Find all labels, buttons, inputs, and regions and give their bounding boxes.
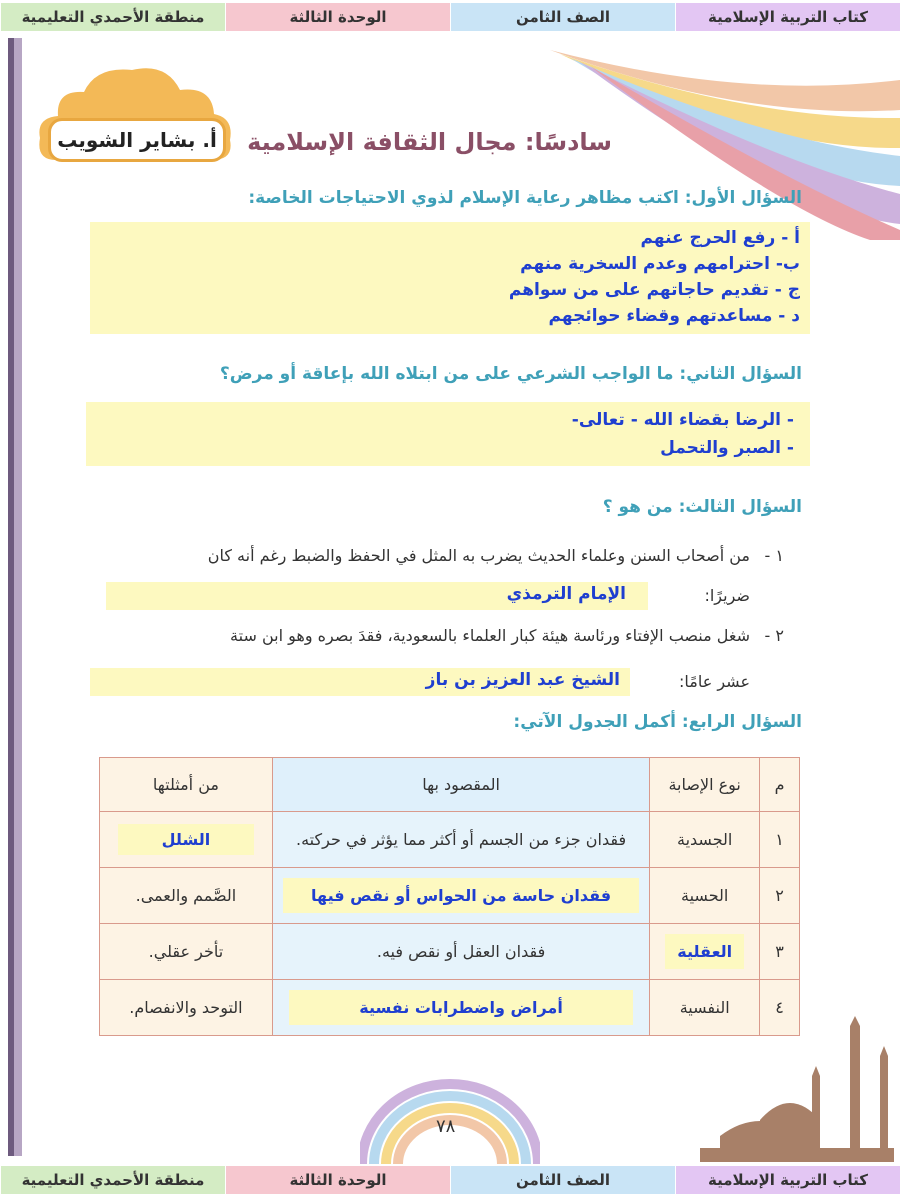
- q3-item-1-number: ١ -: [764, 546, 784, 565]
- row-3-meaning: فقدان العقل أو نقص فيه.: [272, 924, 649, 980]
- q3-item-2-continuation: عشر عامًا:: [679, 672, 750, 691]
- row-3-num: ٣: [760, 924, 800, 980]
- table-row: [100, 980, 800, 1036]
- table-row: [100, 924, 800, 980]
- footer-tab-unit: الوحدة الثالثة: [226, 1166, 450, 1194]
- question-4-prompt: السؤال الرابع: أكمل الجدول الآتي:: [513, 712, 802, 732]
- left-decorative-stripe: [0, 38, 22, 1156]
- row-1-num: ١: [760, 812, 800, 868]
- question-1-answer-box: [90, 222, 810, 334]
- mosque-silhouette-icon: [700, 1016, 894, 1162]
- question-2-answer-box: [86, 402, 810, 466]
- row-3-type: العقلية: [665, 934, 744, 969]
- q2-answer-1: - الرضا بقضاء الله - تعالى-: [571, 410, 794, 430]
- q3-item-2-number: ٢ -: [764, 626, 784, 645]
- row-3-type-cell: [650, 924, 760, 980]
- table-row: [100, 812, 800, 868]
- row-3-example: تأخر عقلي.: [100, 924, 273, 980]
- q1-answer-b: ب- احترامهم وعدم السخرية منهم: [520, 254, 800, 274]
- row-1-example-cell: [100, 812, 273, 868]
- question-3-prompt: السؤال الثالث: من هو ؟: [602, 497, 802, 517]
- header-examples: من أمثلتها: [100, 758, 273, 812]
- row-1-type: الجسدية: [650, 812, 760, 868]
- section-title: سادسًا: مجال الثقافة الإسلامية: [247, 128, 612, 156]
- q3-item-1-text: من أصحاب السنن وعلماء الحديث يضرب به المثل في الحفظ والضبط رغم أنه كان: [207, 546, 750, 565]
- row-4-type: النفسية: [650, 980, 760, 1036]
- question-2-prompt: السؤال الثاني: ما الواجب الشرعي على من ابتلاه الله بإعاقة أو مرض؟: [219, 364, 802, 384]
- row-4-num: ٤: [760, 980, 800, 1036]
- q3-item-2-answer: الشيخ عبد العزيز بن باز: [425, 670, 620, 690]
- tab-region: منطقة الأحمدي التعليمية: [1, 3, 225, 31]
- header-type: نوع الإصابة: [650, 758, 760, 812]
- q3-item-2-text: شغل منصب الإفتاء ورئاسة هيئة كبار العلماء بالسعودية، فقدَ بصره وهو ابن ستة: [230, 626, 750, 645]
- row-4-meaning-cell: [272, 980, 649, 1036]
- row-2-meaning: فقدان حاسة من الحواس أو نقص فيها: [283, 878, 639, 913]
- q3-item-1-answer-box: [106, 582, 648, 610]
- header-meaning: المقصود بها: [272, 758, 649, 812]
- injuries-table: [99, 757, 800, 1036]
- page-number: ٧٨: [436, 1116, 456, 1137]
- q3-item-1-answer: الإمام الترمذي: [506, 584, 626, 604]
- q1-answer-d: د - مساعدتهم وقضاء حوائجهم: [548, 306, 800, 326]
- row-2-example: الصَّمم والعمى.: [100, 868, 273, 924]
- row-4-meaning: أمراض واضطرابات نفسية: [289, 990, 633, 1025]
- row-2-meaning-cell: [272, 868, 649, 924]
- tab-grade: الصف الثامن: [451, 3, 675, 31]
- header-num: م: [760, 758, 800, 812]
- tab-book: كتاب التربية الإسلامية: [676, 3, 900, 31]
- top-header-bar: [0, 3, 900, 33]
- footer-tab-grade: الصف الثامن: [451, 1166, 675, 1194]
- tab-unit: الوحدة الثالثة: [226, 3, 450, 31]
- row-4-example: التوحد والانفصام.: [100, 980, 273, 1036]
- row-1-example: الشلل: [118, 824, 255, 855]
- table-row: [100, 868, 800, 924]
- q3-item-2-answer-box: [90, 668, 630, 696]
- footer-tab-book: كتاب التربية الإسلامية: [676, 1166, 900, 1194]
- author-name: أ. بشاير الشويب: [48, 118, 226, 162]
- row-1-meaning: فقدان جزء من الجسم أو أكثر مما يؤثر في حركته.: [272, 812, 649, 868]
- q1-answer-c: ج - تقديم حاجاتهم على من سواهم: [508, 280, 800, 300]
- row-2-type: الحسية: [650, 868, 760, 924]
- q2-answer-2: - الصبر والتحمل: [660, 438, 794, 458]
- bottom-footer-bar: [0, 1166, 900, 1196]
- row-2-num: ٢: [760, 868, 800, 924]
- table-header-row: [100, 758, 800, 812]
- question-1-prompt: السؤال الأول: اكتب مظاهر رعاية الإسلام لذوي الاحتياجات الخاصة:: [248, 188, 802, 208]
- q3-item-1-continuation: ضريرًا:: [704, 586, 750, 605]
- footer-tab-region: منطقة الأحمدي التعليمية: [1, 1166, 225, 1194]
- q1-answer-a: أ - رفع الحرج عنهم: [640, 228, 800, 248]
